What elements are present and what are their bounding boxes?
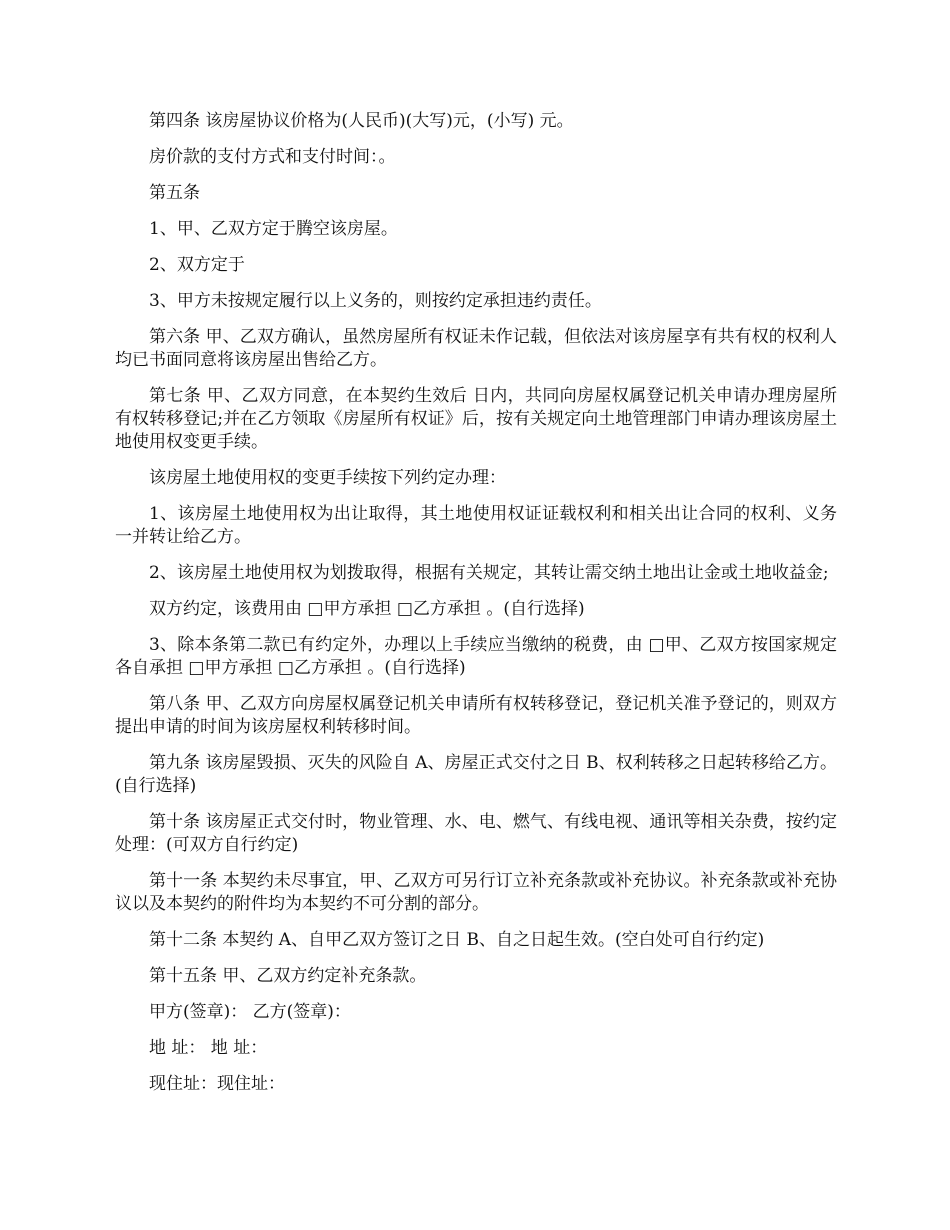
clause-11: 第十一条 本契约未尽事宜，甲、乙双方可另行订立补充条款或补充协议。补充条款或补充协议以及本契约的附件均为本契约不可分割的部分。	[115, 871, 837, 914]
land-use-change-intro: 该房屋土地使用权的变更手续按下列约定办理：	[149, 468, 506, 488]
clause-4-price: 第四条 该房屋协议价格为(人民币)(大写)元，(小写) 元。	[149, 111, 574, 131]
clause-5-item-1: 1、甲、乙双方定于腾空该房屋。	[149, 219, 398, 239]
document-body	[115, 110, 837, 1109]
payment-method: 房价款的支付方式和支付时间：。	[149, 147, 396, 167]
land-use-item-1: 1、该房屋土地使用权为出让取得，其土地使用权证证载权利和相关出让合同的权利、义务一并转让给乙方。	[115, 504, 837, 547]
fee-agreement: 双方约定，该费用由 □甲方承担 □乙方承担 。(自行选择)	[149, 599, 585, 619]
clause-10: 第十条 该房屋正式交付时，物业管理、水、电、燃气、有线电视、通讯等相关杂费，按约定处理：(可双方自行约定)	[115, 812, 837, 855]
current-address-line: 现住址：现住址：	[149, 1074, 285, 1094]
land-use-item-2: 2、该房屋土地使用权为划拨取得，根据有关规定，其转让需交纳土地出让金或土地收益金;	[149, 563, 829, 583]
clause-5-item-3: 3、甲方未按规定履行以上义务的，则按约定承担违约责任。	[149, 291, 602, 311]
clause-6: 第六条 甲、乙双方确认，虽然房屋所有权证未作记载，但依法对该房屋享有共有权的权利人均已书面同意将该房屋出售给乙方。	[115, 327, 837, 370]
clause-5-heading: 第五条	[149, 183, 200, 203]
clause-12: 第十二条 本契约 A、自甲乙双方签订之日 B、自之日起生效。(空白处可自行约定)	[149, 930, 765, 950]
clause-15: 第十五条 甲、乙双方约定补充条款。	[149, 966, 427, 986]
clause-9: 第九条 该房屋毁损、灭失的风险自 A、房屋正式交付之日 B、权利转移之日起转移给乙方。(自行选择)	[115, 753, 837, 796]
clause-8: 第八条 甲、乙双方向房屋权属登记机关申请所有权转移登记，登记机关准予登记的，则双方提出申请的时间为该房屋权利转移时间。	[115, 694, 837, 737]
address-line: 地 址： 地 址：	[149, 1038, 268, 1058]
clause-5-item-2: 2、双方定于	[149, 255, 245, 275]
clause-7: 第七条 甲、乙双方同意，在本契约生效后 日内，共同向房屋权属登记机关申请办理房屋所有权转移登记;并在乙方领取《房屋所有权证》后，按有关规定向土地管理部门申请办理该房屋土地使用权变更手续。	[115, 386, 837, 452]
signature-line: 甲方(签章)： 乙方(签章)：	[149, 1002, 351, 1022]
land-use-item-3: 3、除本条第二款已有约定外，办理以上手续应当缴纳的税费，由 □甲、乙双方按国家规定各自承担 □甲方承担 □乙方承担 。(自行选择)	[115, 635, 837, 678]
